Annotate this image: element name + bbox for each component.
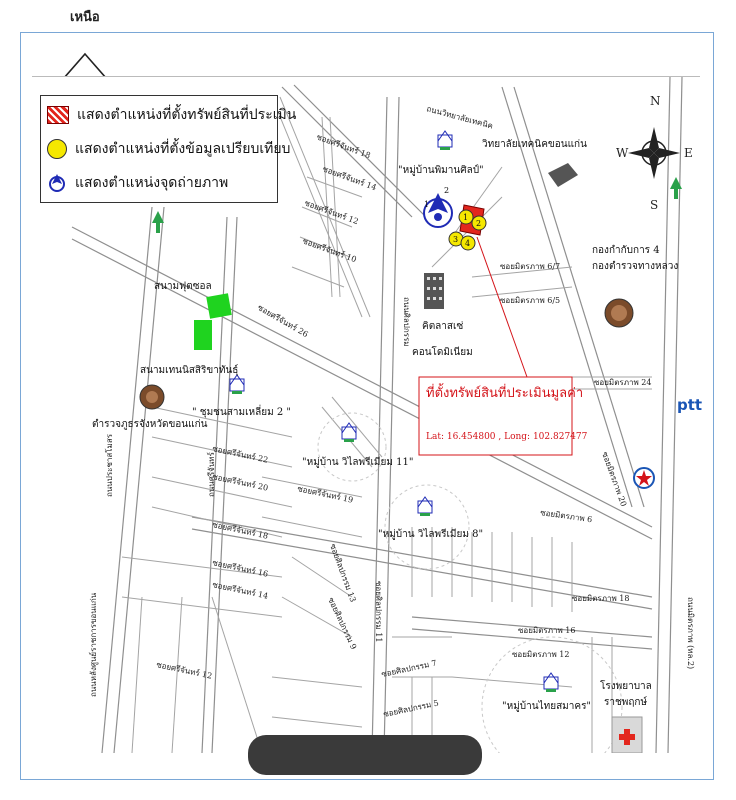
village-icon	[418, 497, 432, 516]
road-label: ถนนศรีจันทร์	[207, 452, 216, 497]
tennis-field-icon	[194, 320, 212, 350]
subject-label: 4	[465, 239, 471, 248]
label-village-1: "หมู่บ้านพิมานศิลป์"	[398, 165, 484, 176]
label-village-5: "หมู่บ้านไทยสมาคร"	[502, 701, 592, 712]
college-building-icon	[548, 163, 578, 187]
legend-label: แสดงตำแหน่งที่ตั้งข้อมูลเปรียบเทียบ	[75, 141, 291, 157]
label-village-2: " ชุมชนสามเหลี่ยม 2 "	[192, 407, 291, 418]
road-label: ซอยศรีจันทร์ 26	[256, 302, 310, 340]
photo-number: 2	[444, 186, 450, 195]
road-label: ซอยศรีจันทร์ 12	[303, 198, 360, 227]
label-hospital-2: ราชพฤกษ์	[604, 697, 648, 708]
road-label: ซอยมิตรภาพ 12	[512, 650, 570, 659]
label-military-1: กองกำกับการ 4	[592, 245, 660, 256]
legend-label: แสดงตำแหน่งที่ตั้งทรัพย์สินที่ประเมิน	[77, 107, 297, 123]
road-label: ซอยศิลปกรรม 11	[374, 581, 383, 643]
road-label: ซอยศรีจันทร์ 12	[155, 660, 213, 681]
road-label: ซอยมิตรภาพ 6	[539, 508, 593, 525]
road-label: ซอยศิลปกรรม 13	[328, 542, 358, 604]
map-legend	[40, 95, 297, 203]
photo-point-marker	[424, 193, 452, 227]
label-hospital: โรงพยาบาล	[600, 681, 652, 692]
subject-label: 2	[476, 219, 482, 228]
yellow-circle-icon	[47, 139, 67, 159]
road-label: ซอยศิลปกรรม 9	[326, 596, 359, 651]
compass-rose	[628, 127, 680, 179]
compass-n: N	[650, 94, 661, 108]
label-village-4: "หมู่บ้าน วิไลพรีเมียม 8"	[378, 529, 484, 540]
compass-s: S	[650, 198, 659, 212]
road-label: ถนนประชาสโมสร	[105, 433, 114, 497]
label-college: วิทยาลัยเทคนิคขอนแก่น	[482, 139, 587, 150]
road-label: ซอยมิตรภาพ 24	[594, 378, 652, 387]
road-label: ซอยศรีจันทร์ 20	[211, 472, 269, 493]
subject-label: 1	[463, 213, 469, 222]
compass-w: W	[616, 146, 629, 160]
callout-title: ที่ตั้งทรัพย์สินที่ประเมินมูลค่า	[426, 386, 584, 401]
road-label: ซอยมิตรภาพ 6/7	[500, 262, 561, 271]
subject-label: 3	[453, 235, 459, 244]
road-label: ซอยศิลปกรรม 7	[380, 658, 438, 679]
legend-item-subject	[47, 104, 296, 126]
label-stadium-2: สนามเทนนิสสิริขาทันธุ์	[140, 365, 239, 376]
village-icon	[544, 673, 558, 692]
football-field-icon	[206, 293, 231, 318]
road-label: ซอยมิตรภาพ 18	[572, 594, 630, 603]
legend-label: แสดงตำแหน่งจุดถ่ายภาพ	[75, 175, 229, 191]
legend-item-photo	[47, 172, 228, 194]
road-label: ซอยมิตรภาพ 6/5	[500, 296, 561, 305]
road-label: ถนนหลังศูนย์ราชการขอนแก่น	[89, 592, 98, 697]
label-military-2: กองตำรวจทางหลวง	[592, 261, 679, 272]
road-label: ซอยศิลปกรรม 5	[382, 698, 440, 719]
village-icon	[230, 375, 244, 394]
road-label: ซอยศรีจันทร์ 19	[296, 484, 354, 505]
north-label: เหนือ	[70, 10, 100, 25]
road-label: ซอยศรีจันทร์ 22	[211, 444, 269, 465]
ptt-logo: ptt	[677, 396, 703, 414]
red-hatched-square-icon	[47, 106, 69, 124]
callout-coords: Lat: 16.454800 , Long: 102.827477	[426, 432, 588, 442]
road-label: ซอยศรีจันทร์ 18	[315, 132, 372, 161]
compass-e: E	[684, 146, 693, 160]
overlay-toolbar[interactable]	[248, 735, 482, 775]
village-icon	[342, 423, 356, 442]
legend-item-comparable	[47, 138, 290, 160]
road-label: ถนนศิลปกรรม	[402, 297, 411, 347]
label-village-3: "หมู่บ้าน วิไลพรีเมียม 11"	[302, 457, 414, 468]
label-police: ตำรวจภูธรจังหวัดขอนแก่น	[92, 419, 208, 430]
label-stadium-1: สนามฟุตซอล	[154, 281, 212, 292]
road-label: ซอยศรีจันทร์ 14	[211, 580, 269, 601]
label-condo-a: คิตลาสเซ่	[422, 321, 464, 332]
road-label: ซอยศรีจันทร์ 14	[321, 164, 378, 193]
photo-number: 1	[424, 200, 430, 209]
road-label: ถนนวิทยาลัยเทคนิค	[425, 104, 494, 131]
road-label: ซอยมิตรภาพ 20	[600, 450, 629, 508]
label-condo-b: คอนโดมิเนียม	[412, 347, 473, 358]
road-label: ซอยมิตรภาพ 16	[518, 626, 576, 635]
photo-point-icon	[47, 173, 67, 193]
road-label: ถนนมิตรภาพ (ทล.2)	[686, 597, 695, 670]
road-label: ซอยศรีจันทร์ 10	[301, 236, 358, 265]
village-icon	[438, 131, 452, 150]
road-label: ซอยศรีจันทร์ 18	[211, 520, 269, 541]
road-label: ซอยศรีจันทร์ 16	[211, 558, 269, 579]
